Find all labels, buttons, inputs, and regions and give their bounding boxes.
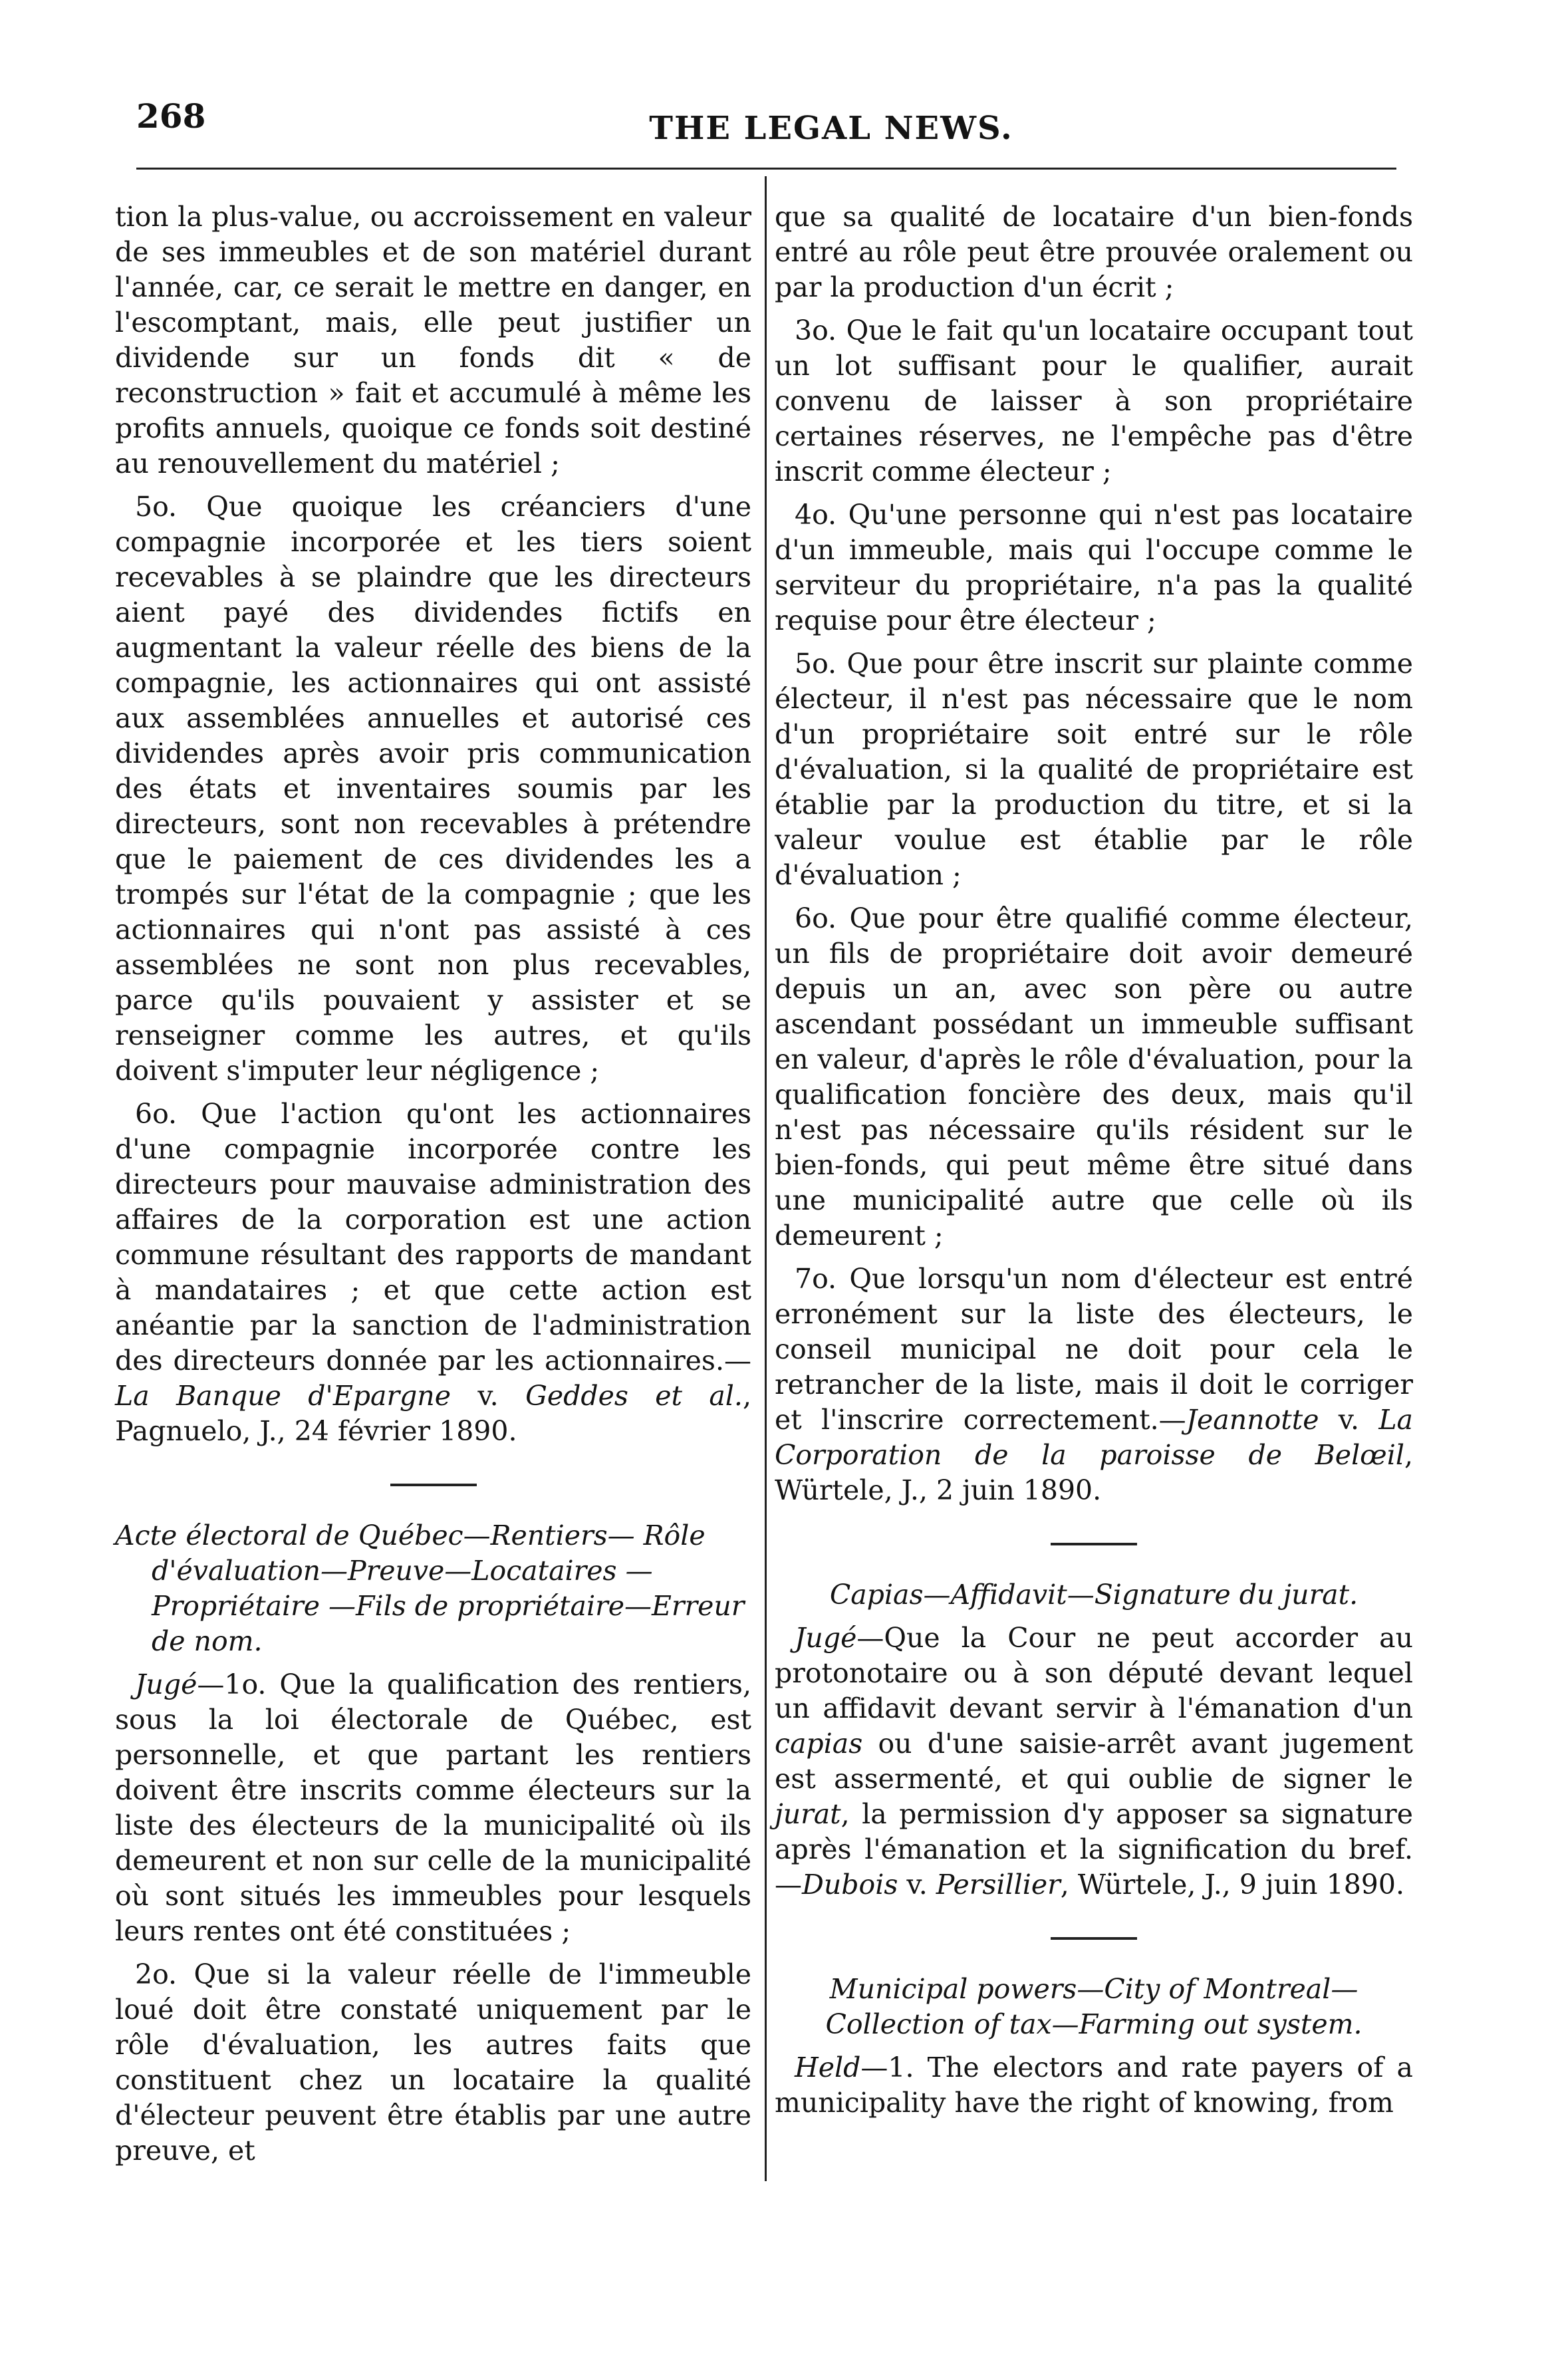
- paragraph-5o: 5o. Que quoique les créanciers d'une compagnie incorporée et les tiers soient recevables à se plaindre que les directeurs aient payé des dividendes fictifs en augmentant la valeur réelle des biens de la compagnie, les actionnaires qui ont assisté aux assemblées annuelles et autorisé ces dividendes après avoir pris communication des états et inventaires soumis par les directeurs, sont non recevables à prétendre que le paiement de ces dividendes les a trompés sur l'état de la compagnie ; que les actionnaires qui n'ont pas assisté à ces assemblées ne sont non plus recevables, parce qu'ils pouvaient y assister et se renseigner comme les autres, et qu'ils doivent s'imputer leur négligence ;: [115, 491, 751, 1087]
- case-name: Jeannotte: [1186, 1404, 1319, 1436]
- citation-tail: , Würtele, J., 2 juin 1890.: [775, 1439, 1413, 1506]
- paragraph-4o: 4o. Qu'une personne qui n'est pas locataire d'un immeuble, mais qui l'occupe comme le serviteur du propriétaire, n'a pas la qualité requise pour être électeur ;: [775, 499, 1413, 636]
- paragraph-juge-1o: [115, 1667, 751, 1949]
- paragraph-text: —1. The electors and rate payers of a municipality have the right of knowing, from: [775, 2051, 1413, 2119]
- paragraph-continued: tion la plus-value, ou accroissement en valeur de ses immeubles et de son matériel durant l'année, car, ce serait le mettre en danger, en l'escomptant, mais, elle peut justifier un dividende sur un fonds dit « de reconstruction » fait et accumulé à même les profits annuels, quoique ce fonds soit destiné au renouvellement du matériel ;: [115, 201, 751, 479]
- column-divider: [765, 176, 767, 2181]
- section-separator: [1051, 1937, 1137, 1940]
- lead-word: Jugé: [795, 1622, 857, 1654]
- versus: v.: [450, 1380, 526, 1412]
- paragraph-5o: 5o. Que pour être inscrit sur plainte comme électeur, il n'est pas nécessaire que le nom d'un propriétaire soit entré sur le rôle d'évaluation, si la qualité de propriétaire est établie par la production du titre, et si la valeur voulue est établie par le rôle d'évaluation ;: [775, 648, 1413, 891]
- paragraph-text: —1o. Que la qualification des rentiers, sous la loi électorale de Québec, est personnelle, et que partant les rentiers doivent être inscrits comme électeurs sur la liste des électeurs de la municipalité où ils demeurent et non sur celle de la municipalité où sont situés les immeubles pour lesquels leurs rentes ont été constituées ;: [115, 1668, 751, 1947]
- paragraph-text: —Que la Cour ne peut accorder au protonotaire ou à son député devant lequel un affidavit devant servir à l'émanation d'un: [775, 1622, 1413, 1724]
- paragraph-6o: 6o. Que pour être qualifié comme électeur, un fils de propriétaire doit avoir demeuré depuis un an, avec son père ou autre ascendant possédant un immeuble suffisant en valeur, d'après le rôle d'évaluation, pour la qualification foncière des deux, mais qu'il n'est pas nécessaire qu'ils résident sur le bien-fonds, qui peut même être situé dans une municipalité autre que celle où ils demeurent ;: [775, 902, 1413, 1252]
- lead-word: Jugé: [135, 1668, 197, 1700]
- left-column: [115, 199, 751, 2177]
- party-name: La Corporation de la paroisse de Belœil: [775, 1404, 1413, 1471]
- paragraph-text: 7o. Que lorsqu'un nom d'électeur est entré erronément sur la liste des électeurs, le conseil municipal ne doit pour cela le retrancher de la liste, mais il doit le corriger et l'inscrire correctement.—: [775, 1263, 1413, 1436]
- party-name: Persillier: [936, 1869, 1061, 1901]
- running-title: THE LEGAL NEWS.: [649, 110, 1013, 147]
- versus: v.: [898, 1869, 936, 1901]
- case-name: La Banque d'Epargne: [115, 1380, 451, 1412]
- paragraph-juge: [775, 1621, 1413, 1903]
- paragraph-held: [775, 2050, 1413, 2121]
- header-rule: [136, 168, 1396, 170]
- citation-tail: , Würtele, J., 9 juin 1890.: [1060, 1869, 1404, 1901]
- paragraph-text: 6o. Que l'action qu'ont les actionnaires d'une compagnie incorporée contre les directeurs pour mauvaise administration des affaires de la corporation est une action commune résultant des rapports de mandant à mandataires ; et que cette action est anéantie par la sanction de l'administration des directeurs donnée par les actionnaires.—: [115, 1098, 751, 1377]
- paragraph-6o: [115, 1097, 751, 1449]
- case-name: Dubois: [802, 1869, 898, 1901]
- term-capias: capias: [775, 1728, 863, 1760]
- section-separator: [1051, 1543, 1137, 1545]
- paragraph-continued: que sa qualité de locataire d'un bien-fonds entré au rôle peut être prouvée oralement ou par la production d'un écrit ;: [775, 201, 1413, 303]
- section-heading: Acte électoral de Québec—Rentiers— Rôle d'évaluation—Preuve—Locataires — Propriétaire —Fils de propriétaire—Erreur de nom.: [115, 1520, 745, 1657]
- page-number: 268: [136, 96, 206, 136]
- term-jurat: jurat: [775, 1798, 841, 1830]
- party-name: Geddes et al.: [525, 1380, 743, 1412]
- right-column: [775, 199, 1413, 2129]
- versus: v.: [1319, 1404, 1379, 1436]
- paragraph-7o: [775, 1261, 1413, 1508]
- section-heading: Capias—Affidavit—Signature du jurat.: [829, 1579, 1358, 1611]
- lead-word: Held: [795, 2051, 861, 2083]
- paragraph-text: ou d'une saisie-arrêt avant jugement est assermenté, et qui oublie de signer le: [775, 1728, 1413, 1795]
- paragraph-text: , la permission d'y apposer sa signature après l'émanation et la signification du bref.—: [775, 1798, 1413, 1901]
- section-separator: [390, 1484, 477, 1486]
- paragraph-2o: 2o. Que si la valeur réelle de l'immeuble loué doit être constaté uniquement par le rôle d'évaluation, les autres faits que constituent chez un locataire la qualité d'électeur peuvent être établis par une autre preuve, et: [115, 1958, 751, 2167]
- section-heading: Municipal powers—City of Montreal—Collection of tax—Farming out system.: [825, 1973, 1362, 2040]
- citation-tail: , Pagnuelo, J., 24 février 1890.: [115, 1380, 751, 1447]
- paragraph-3o: 3o. Que le fait qu'un locataire occupant tout un lot suffisant pour le qualifier, aurait convenu de laisser à son propriétaire certaines réserves, ne l'empêche pas d'être inscrit comme électeur ;: [775, 315, 1413, 487]
